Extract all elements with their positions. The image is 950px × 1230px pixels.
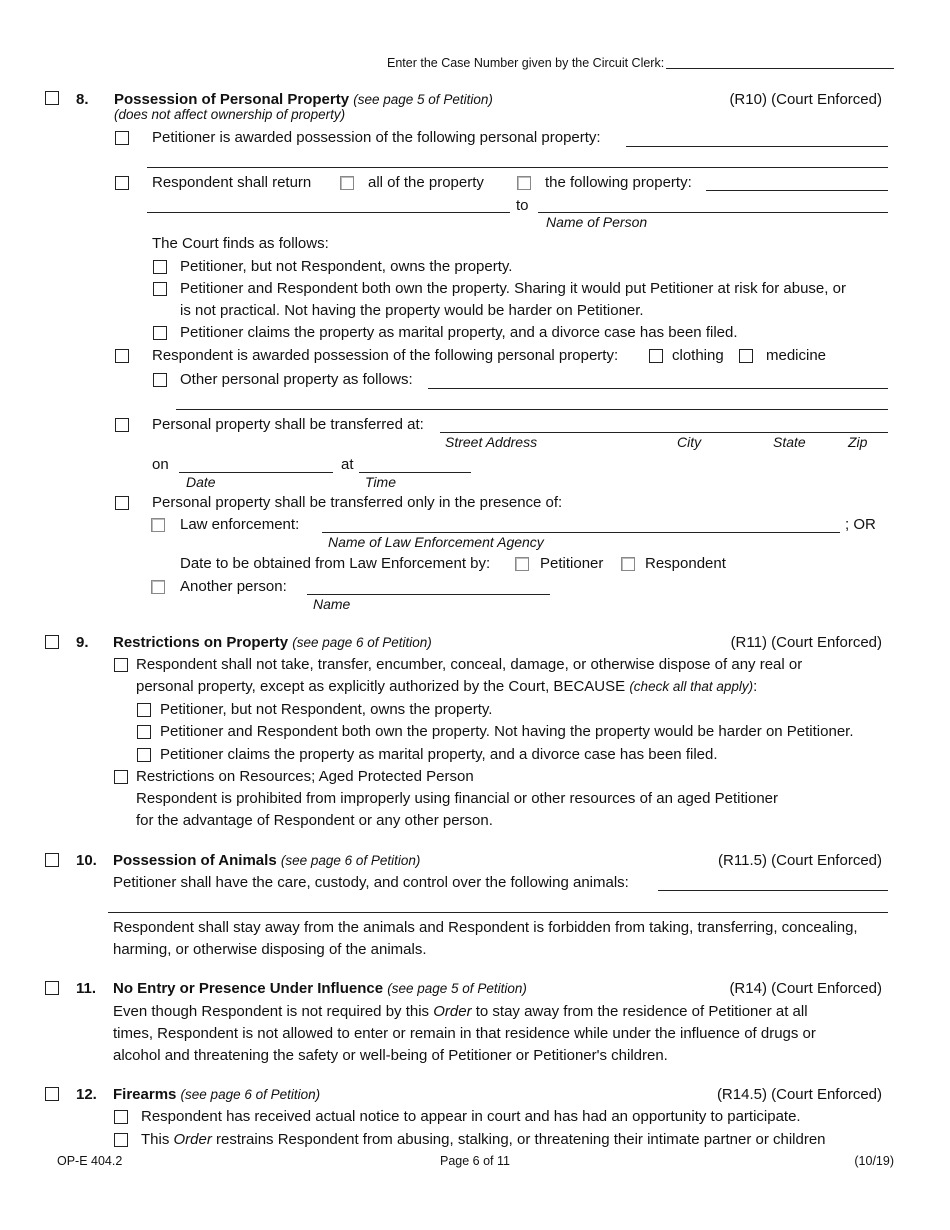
transfer-location-checkbox[interactable] [115,418,129,432]
no-entry-line-1 [113,1004,808,1019]
restriction-reason-3: Petitioner claims the property as marital property, and a divorce case has been filed. [160,746,718,763]
name-of-person-caption: Name of Person [546,214,648,230]
all-property-checkbox[interactable] [340,176,354,190]
all-property-label: all of the property [368,174,484,191]
section-12-checkbox[interactable] [45,1087,59,1101]
presence-of-label: Personal property shall be transferred only in the presence of: [152,494,563,511]
restrictions-line-2 [136,679,757,694]
date-obtained-label: Date to be obtained from Law Enforcement by: [180,555,491,572]
section-8-heading [114,92,493,107]
restrictions-line-2-text: personal property, except as explicitly authorized by the Court, BECAUSE [136,678,626,695]
following-property-field[interactable] [706,190,888,191]
finding-3-label: Petitioner claims the property as marital property, and a divorce case has been filed. [180,324,738,341]
another-person-label: Another person: [180,578,287,595]
city-caption: City [677,434,702,450]
section-10-heading [113,853,420,868]
return-property-field[interactable] [147,212,510,213]
check-all-note: (check all that apply) [629,679,754,694]
law-enforcement-label: Law enforcement: [180,516,300,533]
following-property-checkbox[interactable] [517,176,531,190]
section-11-number: 11. [76,980,97,997]
section-8-note: (does not affect ownership of property) [114,107,346,122]
restrictions-checkbox[interactable] [114,658,128,672]
date-caption: Date [186,474,216,490]
law-enforcement-checkbox[interactable] [151,518,165,532]
section-11-ref: (see page 5 of Petition) [387,981,527,996]
following-property-label: the following property: [545,174,692,191]
section-9-checkbox[interactable] [45,635,59,649]
restrictions-line-1: Respondent shall not take, transfer, encumber, conceal, damage, or otherwise dispose of any real or [136,656,803,673]
to-label: to [516,197,529,214]
respondent-return-label: Respondent shall return [152,174,312,191]
finding-1-checkbox[interactable] [153,260,167,274]
section-11-title: No Entry or Presence Under Influence [113,980,384,997]
zip-caption: Zip [848,434,868,450]
finding-1-label: Petitioner, but not Respondent, owns the property. [180,258,513,275]
form-date: (10/19) [854,1154,894,1168]
section-11-heading [113,981,527,996]
section-12-ref: (see page 6 of Petition) [180,1087,321,1102]
finding-2-line-1: Petitioner and Respondent both own the property. Sharing it would put Petitioner at risk for abuse, or [180,280,846,297]
no-entry-line-1a: Even though Respondent is not required by this [113,1003,430,1020]
resources-line-2: for the advantage of Respondent or any other person. [136,812,493,829]
or-label: ; OR [845,516,876,533]
restriction-reason-1: Petitioner, but not Respondent, owns the property. [160,701,493,718]
agency-caption: Name of Law Enforcement Agency [328,534,544,550]
order-word: Order [433,1003,472,1020]
other-property-label: Other personal property as follows: [180,371,413,388]
section-10-checkbox[interactable] [45,853,59,867]
on-label: on [152,456,169,473]
restriction-reason-1-checkbox[interactable] [137,703,151,717]
petitioner-awarded-checkbox[interactable] [115,131,129,145]
resources-line-1: Respondent is prohibited from improperly using financial or other resources of an aged Petitioner [136,790,779,807]
section-9-number: 9. [76,634,89,651]
no-entry-line-3: alcohol and threatening the safety or well-being of Petitioner or Petitioner's children. [113,1047,668,1064]
section-8-number: 8. [76,91,89,108]
street-address-caption: Street Address [445,434,538,450]
clothing-checkbox[interactable] [649,349,663,363]
medicine-checkbox[interactable] [739,349,753,363]
section-10-title: Possession of Animals [113,852,277,869]
person-name-field[interactable] [538,212,888,213]
section-8-ref: (see page 5 of Petition) [353,92,493,107]
section-8-checkbox[interactable] [45,91,59,105]
firearms-restrains-label [141,1132,826,1147]
court-finds-label: The Court finds as follows: [152,235,329,252]
other-property-checkbox[interactable] [153,373,167,387]
section-10-ref: (see page 6 of Petition) [280,853,421,868]
respondent-awarded-label: Respondent is awarded possession of the following personal property: [152,347,619,364]
section-10-number: 10. [76,852,97,869]
no-entry-line-1c: to stay away from the residence of Petitioner at all [475,1003,808,1020]
section-9-code: (R11) (Court Enforced) [730,634,882,651]
petitioner-property-field-2[interactable] [147,167,888,168]
restriction-reason-2-checkbox[interactable] [137,725,151,739]
finding-3-checkbox[interactable] [153,326,167,340]
time-caption: Time [365,474,396,490]
petitioner-option-label: Petitioner [540,555,604,572]
clothing-label: clothing [672,347,724,364]
section-12-title: Firearms [113,1086,177,1103]
section-9-heading [113,635,432,650]
animals-line-2: Respondent shall stay away from the animals and Respondent is forbidden from taking, transferring, concealing, [113,919,858,936]
animals-line-3: harming, or otherwise disposing of the animals. [113,941,427,958]
another-person-field[interactable] [307,594,550,595]
firearms-notice-checkbox[interactable] [114,1110,128,1124]
transferred-at-label: Personal property shall be transferred at: [152,416,424,433]
firearms-restrains-text: restrains Respondent from abusing, stalking, or threatening their intimate partner or children [216,1131,826,1148]
transfer-time-field[interactable] [359,472,471,473]
transfer-address-field[interactable] [440,432,888,433]
restriction-reason-2: Petitioner and Respondent both own the property. Not having the property would be harder on Petitioner. [160,723,854,740]
form-number: OP-E 404.2 [57,1154,123,1168]
firearms-order-word: Order [173,1131,212,1148]
firearms-notice-label: Respondent has received actual notice to appear in court and has had an opportunity to participate. [141,1108,801,1125]
respondent-awarded-checkbox[interactable] [115,349,129,363]
agency-field[interactable] [322,532,840,533]
restriction-reason-3-checkbox[interactable] [137,748,151,762]
date-by-petitioner-checkbox[interactable] [515,557,529,571]
section-11-code: (R14) (Court Enforced) [729,980,882,997]
name-caption: Name [313,596,351,612]
date-by-respondent-checkbox[interactable] [621,557,635,571]
other-property-field[interactable] [428,388,888,389]
state-caption: State [773,434,806,450]
firearms-this: This [141,1131,170,1148]
section-9-title: Restrictions on Property [113,634,289,651]
section-12-number: 12. [76,1086,97,1103]
case-number-label: Enter the Case Number given by the Circuit Clerk: [387,56,665,70]
petitioner-awarded-label: Petitioner is awarded possession of the following personal property: [152,129,601,146]
case-number-field[interactable] [666,68,894,69]
animals-line-1: Petitioner shall have the care, custody, and control over the following animals: [113,874,629,891]
section-8-title: Possession of Personal Property [114,91,350,108]
section-8-code: (R10) (Court Enforced) [729,91,882,108]
presence-of-checkbox[interactable] [115,496,129,510]
respondent-return-checkbox[interactable] [115,176,129,190]
section-11-checkbox[interactable] [45,981,59,995]
section-9-ref: (see page 6 of Petition) [292,635,432,650]
section-12-code: (R14.5) (Court Enforced) [716,1086,882,1103]
firearms-restrains-checkbox[interactable] [114,1133,128,1147]
section-10-code: (R11.5) (Court Enforced) [718,852,882,869]
restrictions-resources-label: Restrictions on Resources; Aged Protected Person [136,768,474,785]
transfer-date-field[interactable] [179,472,333,473]
animals-field[interactable] [658,890,888,891]
another-person-checkbox[interactable] [151,580,165,594]
no-entry-line-2: times, Respondent is not allowed to enter or remain in that residence while under the influence of drugs or [113,1025,816,1042]
petitioner-property-field[interactable] [626,146,888,147]
restrictions-colon: : [753,678,758,695]
page-number: Page 6 of 11 [440,1154,510,1168]
medicine-label: medicine [766,347,827,364]
at-label: at [341,456,354,473]
finding-2-line-2: is not practical. Not having the property would be harder on Petitioner. [180,302,644,319]
other-property-field-2[interactable] [176,409,888,410]
animals-field-2[interactable] [108,912,888,913]
restrictions-resources-checkbox[interactable] [114,770,128,784]
respondent-option-label: Respondent [645,555,726,572]
section-12-heading [113,1087,320,1102]
finding-2-checkbox[interactable] [153,282,167,296]
